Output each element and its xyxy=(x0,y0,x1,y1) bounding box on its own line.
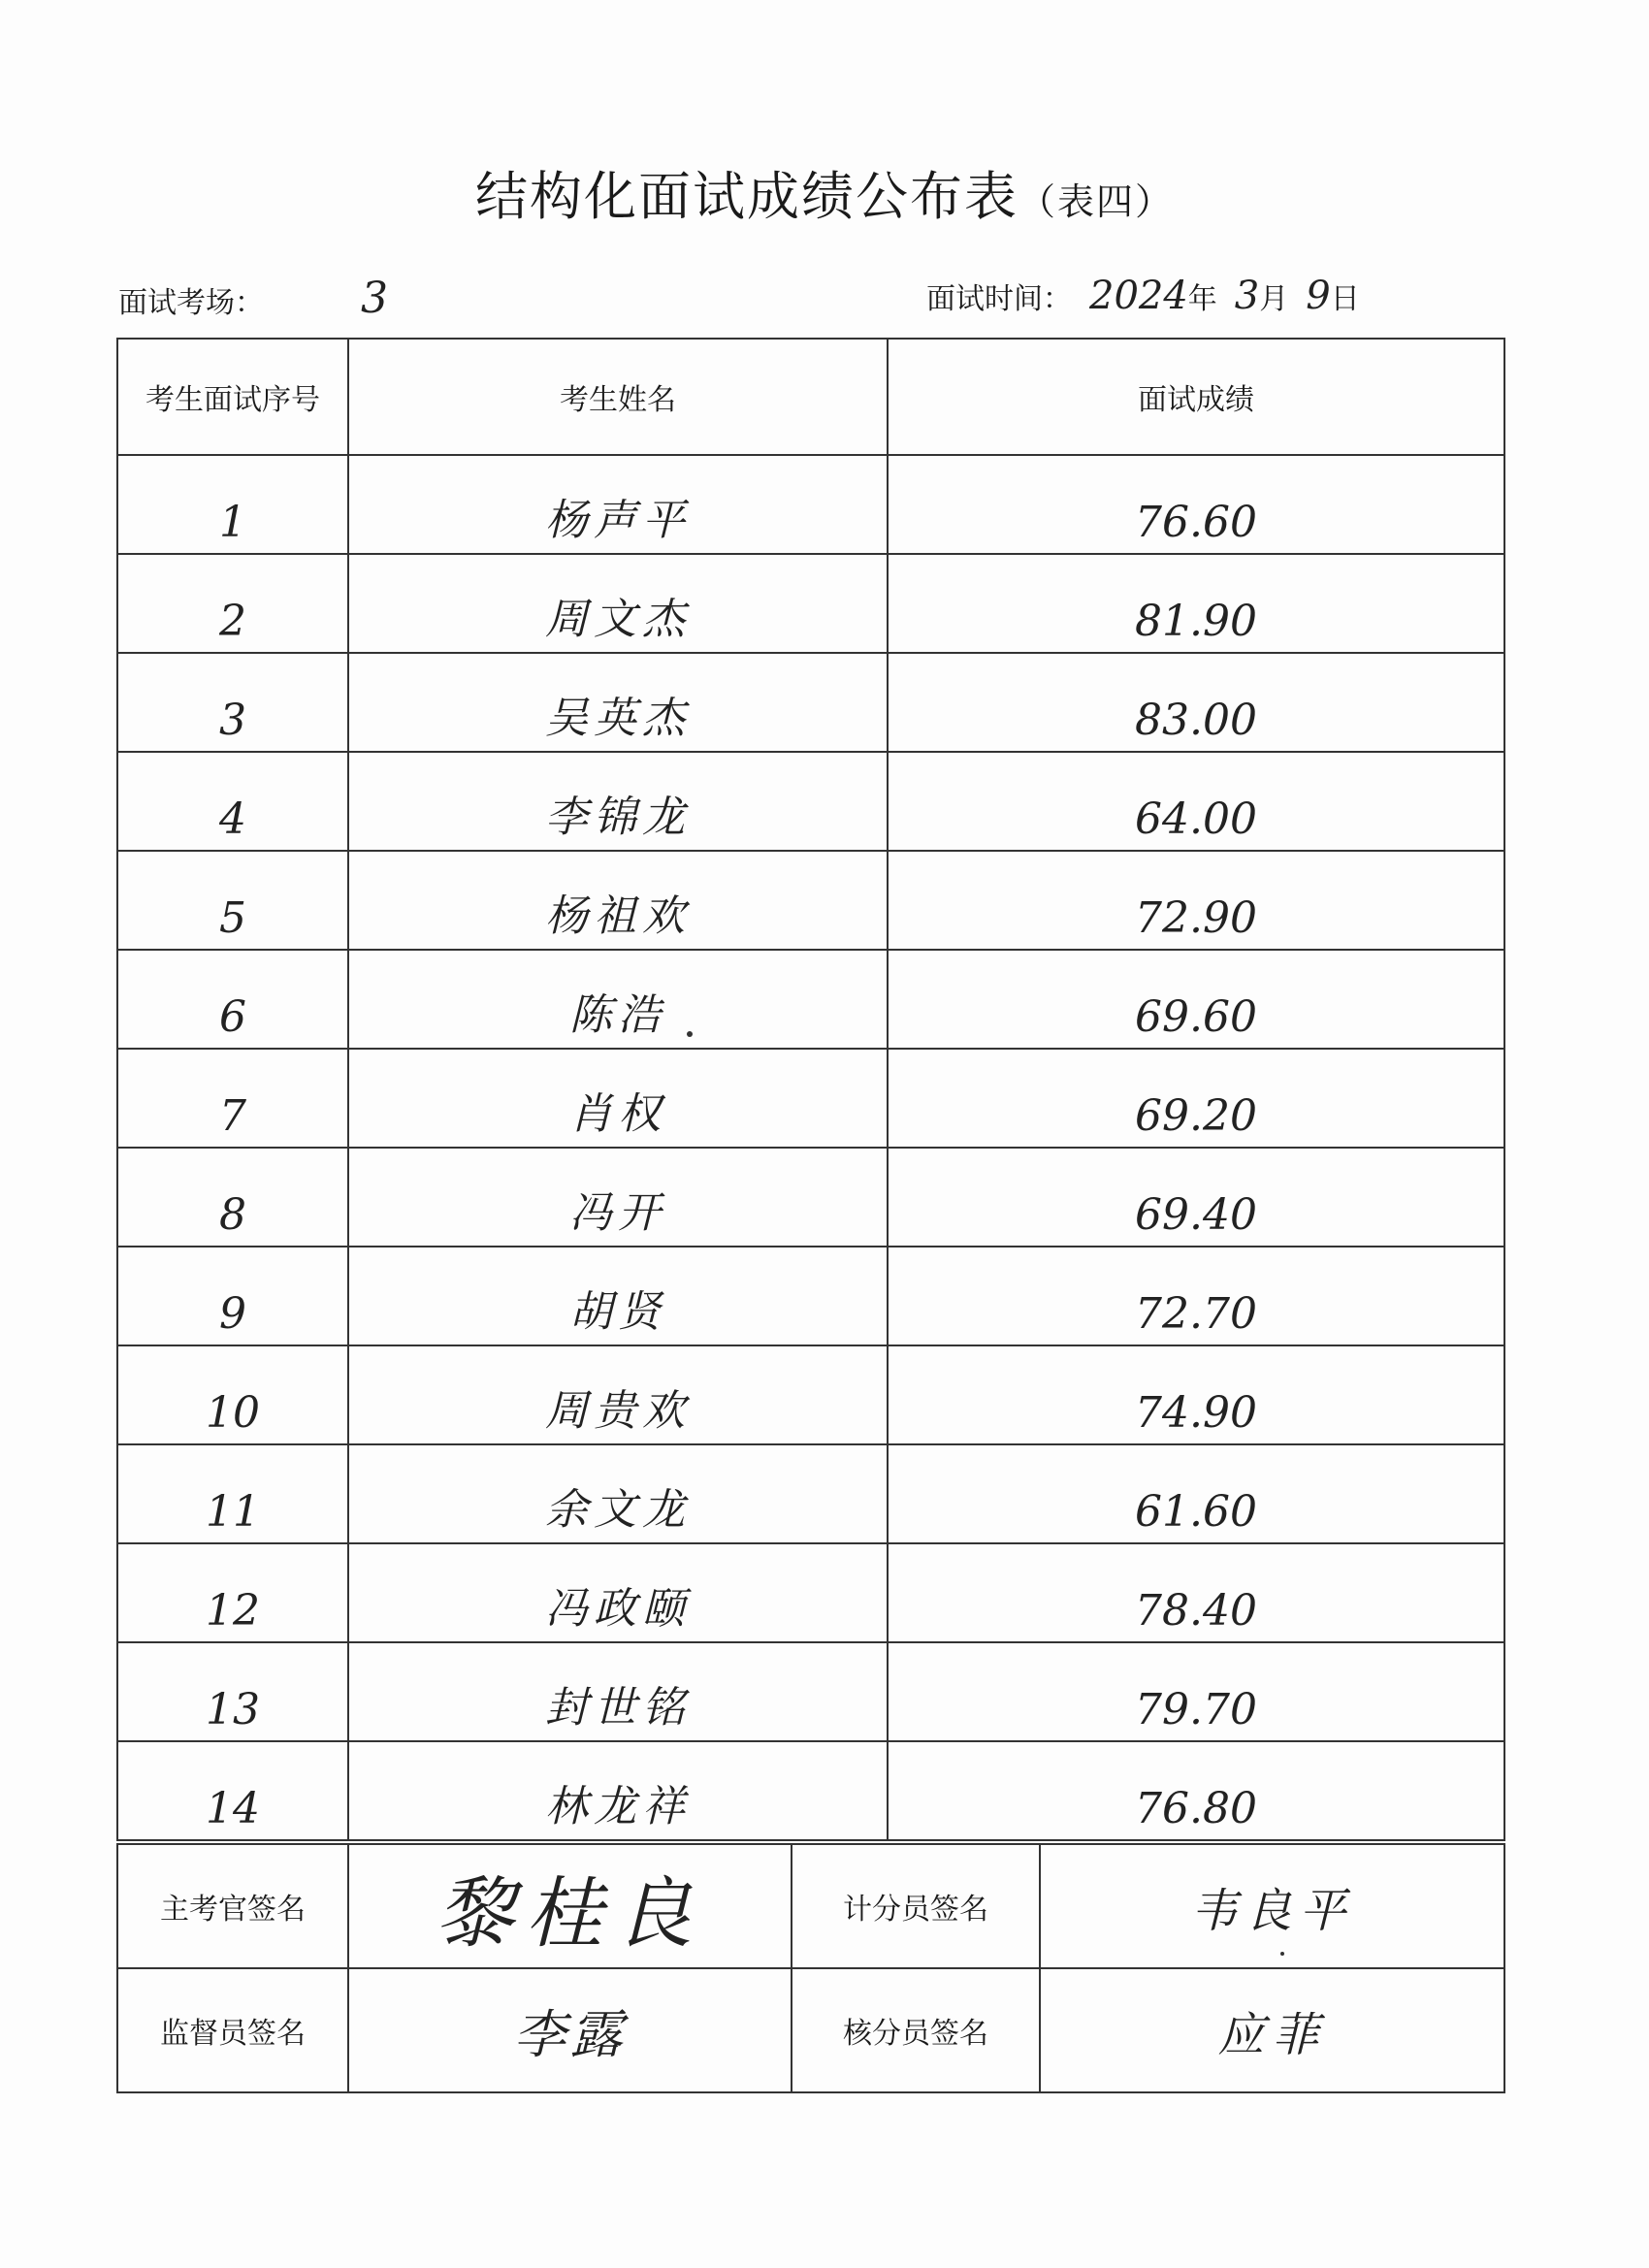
seq-cell: 1 xyxy=(117,455,348,554)
score-cell: 76.60 xyxy=(888,455,1504,554)
table-row xyxy=(117,653,1504,752)
name-cell: 陈浩 xyxy=(348,950,888,1049)
exam-year-value: 2024 xyxy=(1089,274,1188,318)
chief-examiner-signature: 黎桂良 xyxy=(348,1844,792,1968)
header-seq: 考生面试序号 xyxy=(117,339,348,455)
name-cell: 冯政颐 xyxy=(348,1543,888,1642)
seq-cell: 13 xyxy=(117,1642,348,1741)
checker-signature: 应菲 xyxy=(1040,1968,1504,2092)
table-row xyxy=(117,455,1504,554)
seq-cell: 10 xyxy=(117,1345,348,1444)
seq-cell: 11 xyxy=(117,1444,348,1543)
exam-day-value: 9 xyxy=(1306,274,1331,318)
exam-month-value: 3 xyxy=(1234,274,1260,318)
score-cell: 69.60 xyxy=(888,950,1504,1049)
ink-speck xyxy=(687,1031,693,1037)
supervisor-label: 监督员签名 xyxy=(117,1968,348,2092)
name-cell: 吴英杰 xyxy=(348,653,888,752)
table-row xyxy=(117,554,1504,653)
seq-cell: 2 xyxy=(117,554,348,653)
score-cell: 72.90 xyxy=(888,851,1504,950)
table-row xyxy=(117,1444,1504,1543)
seq-cell: 3 xyxy=(117,653,348,752)
score-cell: 74.90 xyxy=(888,1345,1504,1444)
exam-time-field xyxy=(926,274,1360,318)
name-cell: 杨声平 xyxy=(348,455,888,554)
table-row xyxy=(117,1247,1504,1345)
signature-row xyxy=(117,1968,1504,2092)
name-cell: 肖权 xyxy=(348,1049,888,1148)
table-row xyxy=(117,1148,1504,1247)
table-row xyxy=(117,1345,1504,1444)
exam-time-label: 面试时间： xyxy=(926,282,1072,316)
name-cell: 林龙祥 xyxy=(348,1741,888,1840)
name-cell: 冯开 xyxy=(348,1148,888,1247)
table-row xyxy=(117,851,1504,950)
header-name: 考生姓名 xyxy=(348,339,888,455)
seq-cell: 9 xyxy=(117,1247,348,1345)
scorer-label: 计分员签名 xyxy=(792,1844,1040,1968)
table-row xyxy=(117,1049,1504,1148)
name-cell: 余文龙 xyxy=(348,1444,888,1543)
table-row xyxy=(117,1741,1504,1840)
score-cell: 78.40 xyxy=(888,1543,1504,1642)
name-cell: 胡贤 xyxy=(348,1247,888,1345)
supervisor-signature: 李露 xyxy=(348,1968,792,2092)
exam-room-value: 3 xyxy=(361,274,388,323)
scorer-signature: 韦良平 xyxy=(1040,1844,1504,1968)
score-table xyxy=(116,338,1505,1841)
seq-cell: 14 xyxy=(117,1741,348,1840)
score-cell: 76.80 xyxy=(888,1741,1504,1840)
score-cell: 83.00 xyxy=(888,653,1504,752)
score-cell: 61.60 xyxy=(888,1444,1504,1543)
exam-room-label: 面试考场： xyxy=(118,286,264,320)
exam-month-unit: 月 xyxy=(1259,282,1289,316)
exam-day-unit: 日 xyxy=(1330,282,1360,316)
score-cell: 69.20 xyxy=(888,1049,1504,1148)
name-cell: 杨祖欢 xyxy=(348,851,888,950)
title-sub: （表四） xyxy=(1018,180,1174,223)
seq-cell: 6 xyxy=(117,950,348,1049)
exam-year-unit: 年 xyxy=(1187,282,1217,316)
score-cell: 79.70 xyxy=(888,1642,1504,1741)
seq-cell: 7 xyxy=(117,1049,348,1148)
score-cell: 81.90 xyxy=(888,554,1504,653)
name-cell: 周文杰 xyxy=(348,554,888,653)
score-table-header xyxy=(117,339,1504,455)
exam-room-field xyxy=(118,274,388,323)
seq-cell: 5 xyxy=(117,851,348,950)
name-cell: 李锦龙 xyxy=(348,752,888,851)
name-cell: 封世铭 xyxy=(348,1642,888,1741)
score-cell: 69.40 xyxy=(888,1148,1504,1247)
title-main: 结构化面试成绩公布表 xyxy=(474,166,1018,227)
seq-cell: 8 xyxy=(117,1148,348,1247)
table-row xyxy=(117,950,1504,1049)
table-row xyxy=(117,1642,1504,1741)
seq-cell: 4 xyxy=(117,752,348,851)
signature-table xyxy=(116,1843,1505,2093)
seq-cell: 12 xyxy=(117,1543,348,1642)
table-row xyxy=(117,752,1504,851)
chief-examiner-label: 主考官签名 xyxy=(117,1844,348,1968)
table-row xyxy=(117,1543,1504,1642)
ink-speck xyxy=(1280,1952,1284,1956)
score-cell: 72.70 xyxy=(888,1247,1504,1345)
name-cell: 周贵欢 xyxy=(348,1345,888,1444)
page-title xyxy=(0,155,1649,230)
checker-label: 核分员签名 xyxy=(792,1968,1040,2092)
signature-row xyxy=(117,1844,1504,1968)
header-score: 面试成绩 xyxy=(888,339,1504,455)
score-cell: 64.00 xyxy=(888,752,1504,851)
